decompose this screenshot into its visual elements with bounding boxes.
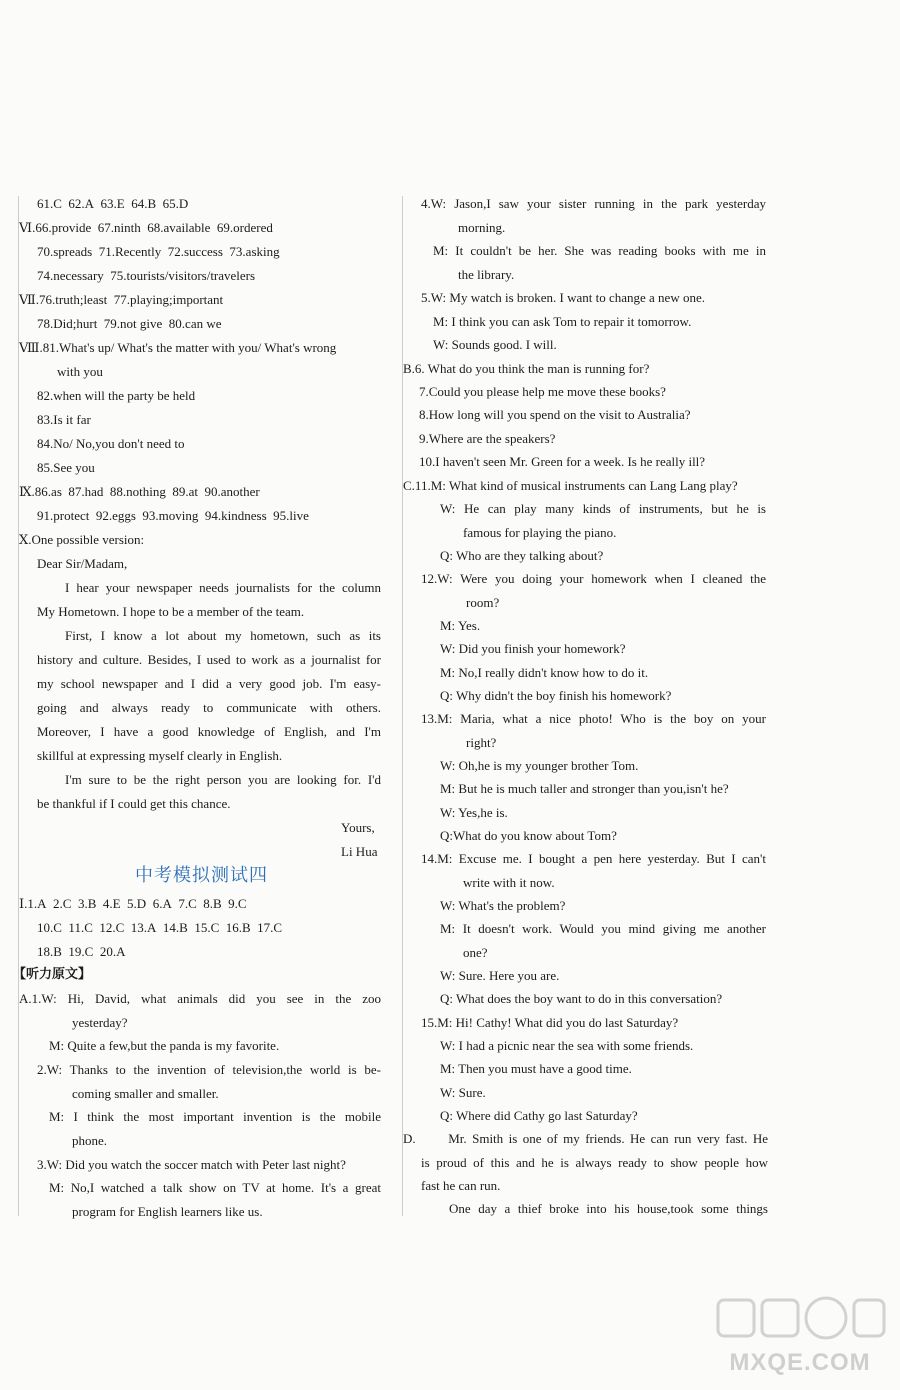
letter-line: I'm sure to be the right person you are looking for. I'd — [65, 772, 381, 787]
question-line: 8.How long will you spend on the visit to Australia? — [419, 407, 691, 422]
letter-line: My Hometown. I hope to be a member of the team. — [37, 604, 305, 619]
dialogue-line: W: What's the problem? — [440, 898, 566, 913]
answer-line: 70.spreads 71.Recently 72.success 73.asking — [37, 244, 280, 259]
dialogue-line: the library. — [458, 267, 515, 282]
dialogue-line: W: I had a picnic near the sea with some friends. — [440, 1038, 694, 1053]
answer-line: 78.Did;hurt 79.not give 80.can we — [37, 316, 222, 331]
answer-line: Ⅰ.1.A 2.C 3.B 4.E 5.D 6.A 7.C 8.B 9.C — [19, 896, 247, 911]
passage-line: fast he can run. — [421, 1178, 501, 1193]
dialogue-line: 5.W: My watch is broken. I want to change a new one. — [421, 290, 705, 305]
dialogue-line: morning. — [458, 220, 506, 235]
dialogue-line: Q: Who are they talking about? — [440, 548, 604, 563]
answer-line: Ⅵ.66.provide 67.ninth 68.available 69.ordered — [19, 220, 273, 235]
dialogue-line: W: Sounds good. I will. — [433, 337, 557, 352]
answer-line: 85.See you — [37, 460, 95, 475]
dialogue-line: C.11.M: What kind of musical instruments can Lang Lang play? — [403, 478, 738, 493]
passage-line: D. Mr. Smith is one of my friends. He can run very fast. He — [403, 1131, 768, 1146]
letter-line: my school newspaper and I did a very good job. I'm easy- — [37, 676, 381, 691]
dialogue-line: 12.W: Were you doing your homework when I cleaned the — [421, 571, 766, 586]
dialogue-line: right? — [466, 735, 497, 750]
letter-line: going and always ready to communicate with others. — [37, 700, 381, 715]
question-line: 7.Could you please help me move these books? — [419, 384, 666, 399]
letter-line: I hear your newspaper needs journalists for the column — [65, 580, 381, 595]
passage-line: One day a thief broke into his house,took some things — [449, 1201, 768, 1216]
answer-line: Ⅹ.One possible version: — [19, 532, 145, 547]
dialogue-line: Q: What does the boy want to do in this conversation? — [440, 991, 723, 1006]
dialogue-line: M: I think you can ask Tom to repair it tomorrow. — [433, 314, 692, 329]
section-heading: 中考模拟测试四 — [135, 865, 268, 886]
left-column — [13, 196, 384, 1219]
dialogue-line: one? — [463, 945, 488, 960]
dialogue-line: 2.W: Thanks to the invention of television,the world is be- — [37, 1062, 381, 1077]
answer-line: 91.protect 92.eggs 93.moving 94.kindness 95.live — [37, 508, 309, 523]
answer-line: with you — [57, 364, 103, 379]
dialogue-line: Q:What do you know about Tom? — [440, 828, 617, 843]
svg-text:MXQE.COM: MXQE.COM — [729, 1349, 871, 1376]
dialogue-line: M: Quite a few,but the panda is my favorite. — [49, 1038, 280, 1053]
dialogue-line: write with it now. — [463, 875, 555, 890]
dialogue-line: phone. — [72, 1133, 108, 1148]
answer-line: 10.C 11.C 12.C 13.A 14.B 15.C 16.B 17.C — [37, 920, 283, 935]
letter-line: skillful at expressing myself clearly in English. — [37, 748, 283, 763]
dialogue-line: M: No,I really didn't know how to do it. — [440, 665, 649, 680]
dialogue-line: 15.M: Hi! Cathy! What did you do last Saturday? — [421, 1015, 679, 1030]
dialogue-line: M: It doesn't work. Would you mind giving me another — [440, 921, 766, 936]
letter-closing: Yours, — [341, 820, 375, 835]
letter-signature: Li Hua — [341, 844, 378, 859]
dialogue-line: M: But he is much taller and stronger than you,isn't he? — [440, 781, 729, 796]
question-line: 10.I haven't seen Mr. Green for a week. Is he really ill? — [419, 454, 706, 469]
question-line: 9.Where are the speakers? — [419, 431, 556, 446]
dialogue-line: W: Sure. — [440, 1085, 486, 1100]
dialogue-line: 14.M: Excuse me. I bought a pen here yesterday. But I can't — [421, 851, 766, 866]
dialogue-line: A.1.W: Hi, David, what animals did you see in the zoo — [19, 991, 381, 1006]
dialogue-line: M: No,I watched a talk show on TV at home. It's a great — [49, 1180, 381, 1195]
dialogue-line: W: Sure. Here you are. — [440, 968, 560, 983]
dialogue-line: room? — [466, 595, 500, 610]
answer-line: Ⅶ.76.truth;least 77.playing;important — [19, 292, 224, 307]
letter-line: Moreover, I have a good knowledge of English, and I'm — [37, 724, 381, 739]
dialogue-line: Q: Where did Cathy go last Saturday? — [440, 1108, 638, 1123]
dialogue-line: W: Yes,he is. — [440, 805, 508, 820]
watermark-logo — [710, 1292, 890, 1382]
dialogue-line: coming smaller and smaller. — [72, 1086, 219, 1101]
letter-line: be thankful if I could get this chance. — [37, 796, 231, 811]
dialogue-line: W: Oh,he is my younger brother Tom. — [440, 758, 639, 773]
passage-line: is proud of this and he is always ready to show people how — [421, 1155, 768, 1170]
answer-line: 84.No/ No,you don't need to — [37, 436, 185, 451]
dialogue-line: yesterday? — [72, 1015, 128, 1030]
letter-line: history and culture. Besides, I used to work as a journalist for — [37, 652, 381, 667]
dialogue-line: M: It couldn't be her. She was reading books with me in — [433, 243, 766, 258]
letter-salutation: Dear Sir/Madam, — [37, 556, 128, 571]
dialogue-line: 3.W: Did you watch the soccer match with Peter last night? — [37, 1157, 346, 1172]
dialogue-line: W: Did you finish your homework? — [440, 641, 626, 656]
answer-line: Ⅸ.86.as 87.had 88.nothing 89.at 90.another — [19, 484, 260, 499]
answer-line: 74.necessary 75.tourists/visitors/travelers — [37, 268, 256, 283]
answer-line: 83.Is it far — [37, 412, 91, 427]
dialogue-line: program for English learners like us. — [72, 1204, 263, 1219]
dialogue-line: M: Then you must have a good time. — [440, 1061, 632, 1076]
answer-line: Ⅷ.81.What's up/ What's the matter with you/ What's wrong — [19, 340, 337, 355]
answer-line: 61.C 62.A 63.E 64.B 65.D — [37, 196, 189, 211]
dialogue-line: famous for playing the piano. — [463, 525, 617, 540]
dialogue-line: W: He can play many kinds of instruments, but he is — [440, 501, 766, 516]
answer-line: 18.B 19.C 20.A — [37, 944, 126, 959]
answer-line: 82.when will the party be held — [37, 388, 196, 403]
right-column — [402, 196, 771, 1216]
listening-label: 【听力原文】 — [13, 967, 92, 982]
dialogue-line: 4.W: Jason,I saw your sister running in the park yesterday — [421, 196, 766, 211]
dialogue-line: M: I think the most important invention is the mobile — [49, 1109, 381, 1124]
dialogue-line: M: Yes. — [440, 618, 481, 633]
dialogue-line: 13.M: Maria, what a nice photo! Who is the boy on your — [421, 711, 766, 726]
question-line: B.6. What do you think the man is running for? — [403, 361, 650, 376]
dialogue-line: Q: Why didn't the boy finish his homework? — [440, 688, 672, 703]
letter-line: First, I know a lot about my hometown, such as its — [65, 628, 381, 643]
